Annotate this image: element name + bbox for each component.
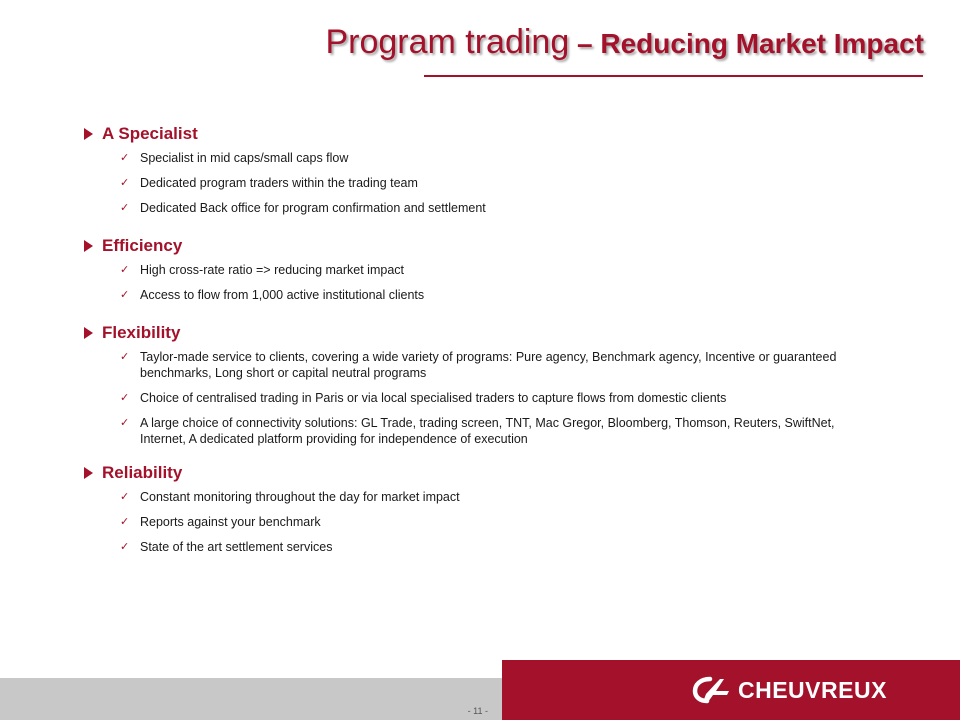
list-item-text: Dedicated program traders within the trading team [140, 176, 418, 190]
section-efficiency [80, 234, 880, 303]
list-item [80, 514, 880, 530]
company-logo [692, 674, 887, 706]
list-item-text: Dedicated Back office for program confirmation and settlement [140, 201, 486, 215]
section-heading [80, 321, 880, 345]
slide-title-main: Program trading [325, 23, 570, 61]
bullet-list [80, 489, 880, 555]
checkmark-icon: ✓ [120, 417, 130, 429]
list-item-text: Constant monitoring throughout the day for market impact [140, 490, 460, 504]
list-item-text: Reports against your benchmark [140, 515, 321, 529]
list-item [80, 390, 880, 406]
list-item [80, 175, 880, 191]
section-heading [80, 461, 880, 485]
title-underline [424, 75, 923, 77]
list-item-text: A large choice of connectivity solutions: GL Trade, trading screen, TNT, Mac Gregor, Bloomberg, Thomson, Reuters, SwiftNet, Internet, A dedicated platform providing for independence of execution [140, 416, 835, 446]
page-number: - 11 - [467, 706, 488, 716]
list-item-text: Access to flow from 1,000 active institutional clients [140, 288, 425, 302]
list-item-text: High cross-rate ratio => reducing market impact [140, 263, 404, 277]
slide-title-sub: – Reducing Market Impact [569, 28, 924, 59]
checkmark-icon: ✓ [120, 491, 130, 503]
list-item-text: Choice of centralised trading in Paris or via local specialised traders to capture flows from domestic clients [140, 391, 727, 405]
footer-bar [0, 678, 502, 720]
footer-brand-panel [502, 660, 960, 720]
checkmark-icon: ✓ [120, 516, 130, 528]
list-item [80, 287, 880, 303]
triangle-bullet-icon [84, 467, 93, 479]
logo-text: CHEUVREUX [738, 676, 887, 703]
list-item [80, 150, 880, 166]
checkmark-icon: ✓ [120, 202, 130, 214]
section-heading-text: Reliability [102, 463, 183, 482]
bullet-list [80, 349, 880, 447]
checkmark-icon: ✓ [120, 392, 130, 404]
triangle-bullet-icon [84, 240, 93, 252]
triangle-bullet-icon [84, 128, 93, 140]
slide-content [80, 122, 880, 573]
checkmark-icon: ✓ [120, 289, 130, 301]
list-item [80, 489, 880, 505]
list-item-text: Specialist in mid caps/small caps flow [140, 151, 349, 165]
section-heading [80, 122, 880, 146]
section-heading-text: A Specialist [102, 124, 198, 143]
checkmark-icon: ✓ [120, 541, 130, 553]
section-reliability [80, 461, 880, 555]
list-item [80, 200, 880, 216]
slide-title [325, 22, 924, 64]
ca-logo-icon [692, 675, 732, 705]
bullet-list [80, 150, 880, 216]
list-item-text: Taylor-made service to clients, covering a wide variety of programs: Pure agency, Benchmark agency, Incentive or guaranteed benchmarks, Long short or capital neutral programs [140, 350, 837, 380]
section-heading-text: Flexibility [102, 323, 181, 342]
checkmark-icon: ✓ [120, 152, 130, 164]
section-flexibility [80, 321, 880, 447]
checkmark-icon: ✓ [120, 351, 130, 363]
bullet-list [80, 262, 880, 303]
checkmark-icon: ✓ [120, 264, 130, 276]
list-item-text: State of the art settlement services [140, 540, 333, 554]
section-heading-text: Efficiency [102, 236, 183, 255]
list-item [80, 415, 880, 447]
section-heading [80, 234, 880, 258]
checkmark-icon: ✓ [120, 177, 130, 189]
list-item [80, 349, 880, 381]
list-item [80, 539, 880, 555]
triangle-bullet-icon [84, 327, 93, 339]
list-item [80, 262, 880, 278]
section-specialist [80, 122, 880, 216]
slide-title-container [0, 22, 924, 64]
